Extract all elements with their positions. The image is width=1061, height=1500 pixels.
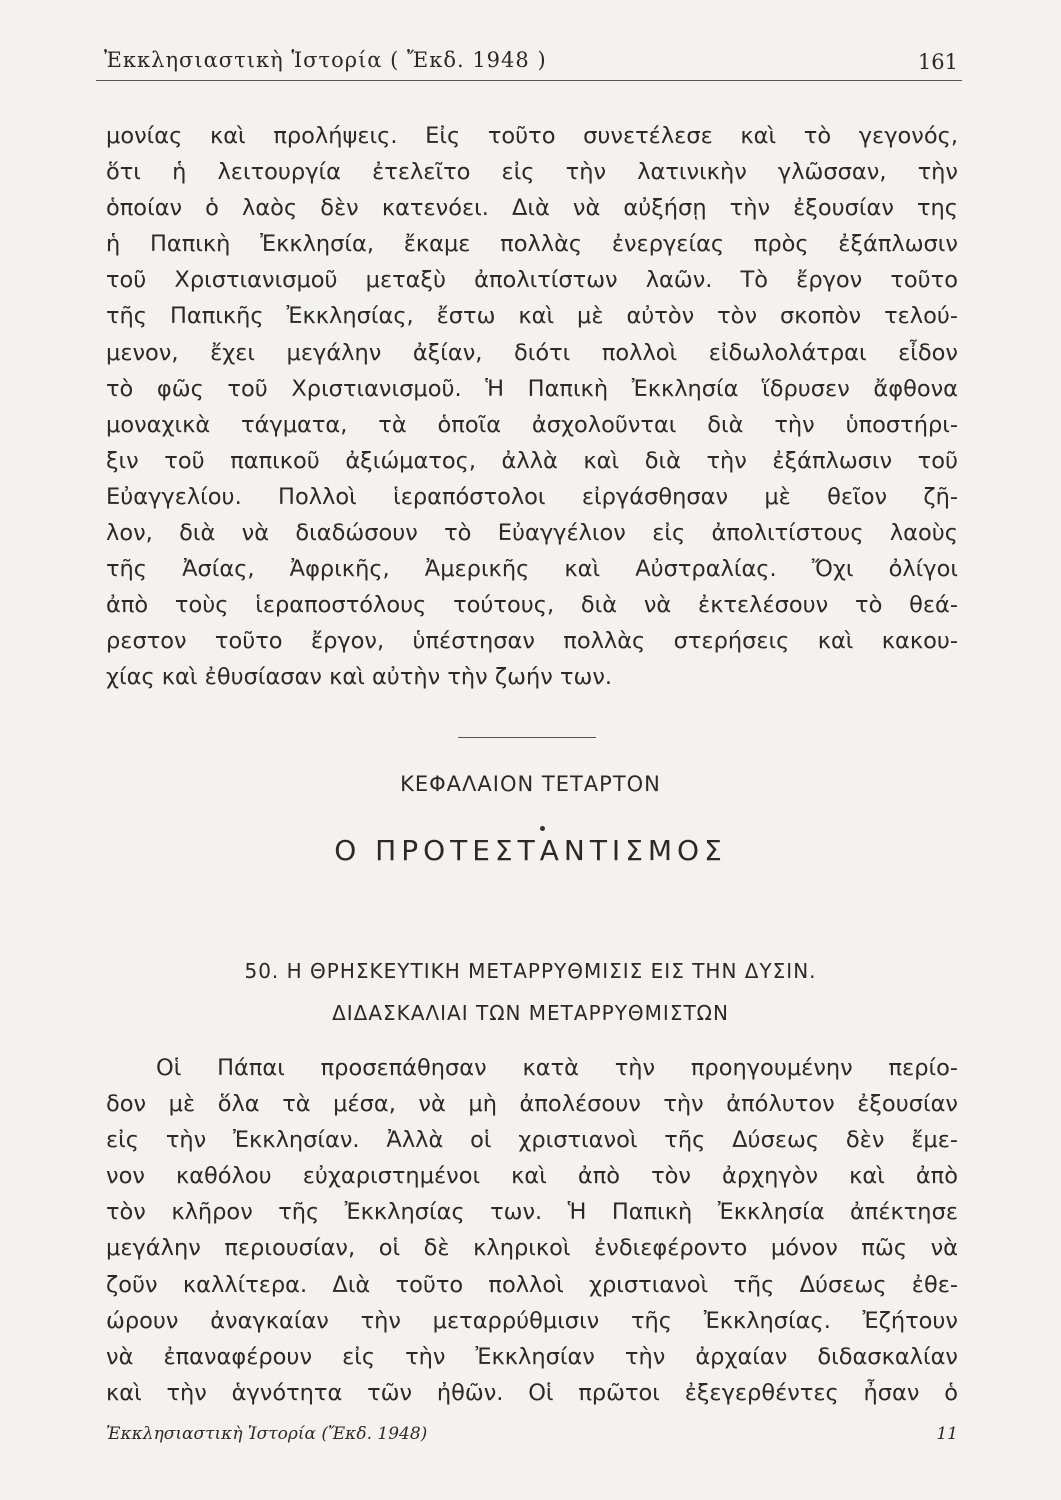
text-line: ξιν τοῦ παπικοῦ ἀξιώματος, ἀλλὰ καὶ διὰ τὴν ἐξάπλωσιν τοῦ <box>106 447 958 474</box>
page-number: 161 <box>917 50 958 74</box>
text-line: καὶ τὴν ἁγνότητα τῶν ἠθῶν. Οἱ πρῶτοι ἐξεγερθέντες ἦσαν ὁ <box>106 1379 958 1406</box>
body-text-bottom <box>106 1050 958 1411</box>
text-line: Οἱ Πάπαι προσεπάθησαν κατὰ τὴν προηγουμένην περίο- <box>156 1055 958 1081</box>
section-heading <box>0 950 1061 1034</box>
text-line: ώρουν ἀναγκαίαν τὴν μεταρρύθμισιν τῆς Ἐκκλησίας. Ἐζήτουν <box>106 1307 958 1334</box>
section-heading-line-1: 50. Η ΘΡΗΣΚΕΥΤΙΚΗ ΜΕΤΑΡΡΥΘΜΙΣΙΣ ΕΙΣ ΤΗΝ ΔΥΣΙΝ. <box>244 959 817 983</box>
text-line: ὅτι ἡ λειτουργία ἐτελεῖτο εἰς τὴν λατινικὴν γλῶσσαν, τὴν <box>106 159 958 186</box>
text-line: τὸ φῶς τοῦ Χριστιανισμοῦ. Ἡ Παπικὴ Ἐκκλησία ἵδρυσεν ἄφθονα <box>106 375 958 402</box>
body-text-top <box>106 118 958 696</box>
text-line: τῆς Παπικῆς Ἐκκλησίας, ἔστω καὶ μὲ αὐτὸν τὸν σκοπὸν τελού- <box>106 303 958 330</box>
page-footer <box>106 1420 958 1450</box>
ornament-dot <box>540 826 545 831</box>
chapter-label: ΚΕΦΑΛΑΙΟΝ ΤΕΤΑΡΤΟΝ <box>400 772 661 796</box>
text-line: χίας καὶ ἐθυσίασαν καὶ αὐτὴν τὴν ζωήν των. <box>106 664 613 691</box>
section-divider <box>458 737 596 738</box>
text-line: τῆς Ἀσίας, Ἀφρικῆς, Ἀμερικῆς καὶ Αὐστραλίας. Ὄχι ὀλίγοι <box>106 556 958 583</box>
text-line: μοναχικὰ τάγματα, τὰ ὁποῖα ἀσχολοῦνται διὰ τὴν ὑποστήρι- <box>106 411 958 438</box>
text-line: ζοῦν καλλίτερα. Διὰ τοῦτο πολλοὶ χριστιανοὶ τῆς Δύσεως ἐθε- <box>106 1271 958 1298</box>
text-line: ὁποίαν ὁ λαὸς δὲν κατενόει. Διὰ νὰ αὐξήσῃ τὴν ἐξουσίαν της <box>106 195 958 222</box>
section-heading-line-2: ΔΙΔΑΣΚΑΛΙΑΙ ΤΩΝ ΜΕΤΑΡΡΥΘΜΙΣΤΩΝ <box>332 1001 729 1025</box>
chapter-title: Ο ΠΡΟΤΕΣΤΑΝΤΙΣΜΟΣ <box>334 834 727 867</box>
running-head-title: Ἐκκλησιαστικὴ Ἱστορία ( Ἔκδ. 1948 ) <box>104 48 547 72</box>
text-line: δον μὲ ὅλα τὰ μέσα, νὰ μὴ ἀπολέσουν τὴν ἀπόλυτον ἐξουσίαν <box>106 1091 958 1118</box>
text-line: ρεστον τοῦτο ἔργον, ὑπέστησαν πολλὰς στερήσεις καὶ κακου- <box>106 628 958 655</box>
text-line: τὸν κλῆρον τῆς Ἐκκλησίας των. Ἡ Παπικὴ Ἐκκλησία ἀπέκτησε <box>106 1199 958 1226</box>
text-line: νὰ ἐπαναφέρουν εἰς τὴν Ἐκκλησίαν τὴν ἀρχαίαν διδασκαλίαν <box>106 1343 958 1370</box>
text-line: Εὐαγγελίου. Πολλοὶ ἱεραπόστολοι εἰργάσθησαν μὲ θεῖον ζῆ- <box>106 483 958 510</box>
text-line: τοῦ Χριστιανισμοῦ μεταξὺ ἀπολιτίστων λαῶν. Τὸ ἔργον τοῦτο <box>106 267 958 294</box>
running-head <box>96 44 962 81</box>
text-line: ἀπὸ τοὺς ἱεραποστόλους τούτους, διὰ νὰ ἐκτελέσουν τὸ θεά- <box>106 592 958 619</box>
signature-mark: 11 <box>936 1424 958 1444</box>
text-line: μενον, ἔχει μεγάλην ἀξίαν, διότι πολλοὶ εἰδωλολάτραι εἶδον <box>106 339 958 366</box>
footer-source: Ἐκκλησιαστικὴ Ἱστορία (Ἔκδ. 1948) <box>106 1424 428 1444</box>
text-line: εἰς τὴν Ἐκκλησίαν. Ἀλλὰ οἱ χριστιανοὶ τῆς Δύσεως δὲν ἔμε- <box>106 1127 958 1154</box>
text-line: μεγάλην περιουσίαν, οἱ δὲ κληρικοὶ ἐνδιεφέροντο μόνον πῶς νὰ <box>106 1235 958 1262</box>
text-line: ἡ Παπικὴ Ἐκκλησία, ἔκαμε πολλὰς ἐνεργείας πρὸς ἐξάπλωσιν <box>106 231 958 258</box>
text-line: λον, διὰ νὰ διαδώσουν τὸ Εὐαγγέλιον εἰς ἀπολιτίστους λαοὺς <box>106 520 958 547</box>
text-line: μονίας καὶ προλήψεις. Εἰς τοῦτο συνετέλεσε καὶ τὸ γεγονός, <box>106 123 958 149</box>
text-line: νον καθόλου εὐχαριστημένοι καὶ ἀπὸ τὸν ἀρχηγὸν καὶ ἀπὸ <box>106 1163 958 1190</box>
